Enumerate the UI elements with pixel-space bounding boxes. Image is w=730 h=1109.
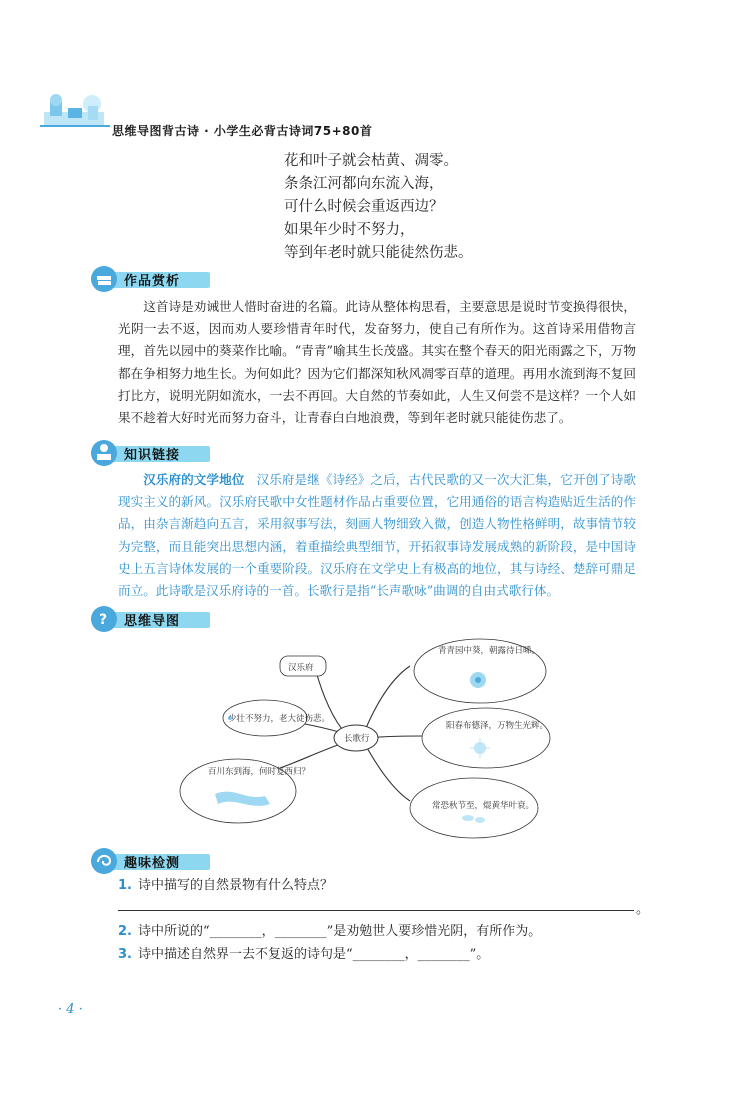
section-title: 作品赏析 [124,274,181,289]
svg-text:?: ? [99,612,108,628]
header-illustration-icon [40,90,112,132]
poem-translation [284,150,473,265]
appreciation-text: 这首诗是劝诫世人惜时奋进的名篇。此诗从整体构思看，主要意思是说时节变换得很快，光阴一去不返，因而劝人要珍惜青年时代，发奋努力，使自己有所作为。这首诗采用借物言理，首先以园中的葵菜作比喻。“青青”喻其生长茂盛。其实在整个春天的阳光雨露之下，万物都在争相努力地生长。为何如此？因为它们都深知秋风凋零百草的道理。再用水流到海不复回打比方，说明光阴如流水，一去不再回。大自然的节奏如此，人生又何尝不是这样？一个人如果不趁着大好时光而努力奋斗，让青春白白地浪费，等到年老时就只能徒伤悲了。 [118,299,636,426]
knowledge-text [118,469,636,602]
mindmap-diagram [170,636,560,846]
page-header [40,90,700,138]
sunflower-icon [470,672,486,688]
answer-end: 。 [636,902,650,917]
section-quiz-tag [90,846,220,876]
poem-line: 如果年少时不努力， [284,222,415,238]
poem-line: 条条江河都向东流入海， [284,176,444,192]
section-knowledge-tag [90,438,220,468]
knowledge-body: 汉乐府是继《诗经》之后，古代民歌的又一次大汇集，它开创了诗歌现实主义的新风。汉乐府民歌中女性题材作品占重要位置，它用通俗的语言构造贴近生活的作品，由杂言渐趋向五言，采用叙事写法，刻画人物细致入微，创造人物性格鲜明，故事情节较为完整，而且能突出思想内涵，着重描绘典型细节，开拓叙事诗发展成熟的新阶段，是中国诗史上五言诗体发展的一个重要阶段。汉乐府在文学史上有极高的地位，其与诗经、楚辞可鼎足而立。此诗歌是汉乐府诗的一首。长歌行是指“长声歌咏”曲调的自由式歌行体。 [118,472,637,599]
poem-line: 花和叶子就会枯黄、凋零。 [284,153,458,169]
section-title: 思维导图 [124,614,181,629]
mindmap-right-bottom: 常恐秋节至，焜黄华叶衰。 [432,801,535,811]
mindmap-source: 汉乐府 [288,663,314,673]
quiz-question-3: 3. 诗中描述自然界一去不复返的诗句是“________，________”。 [118,947,490,962]
section-mindmap-tag [90,604,220,634]
swirl-icon [90,846,120,876]
poem-line: 等到年老时就只能徒然伤悲。 [284,245,473,261]
quiz-question-2: 2. 诗中所说的“________，________”是劝勉世人要珍惜光阴，有所作为。 [118,924,542,939]
page-number: · 4 · [58,1002,83,1017]
mindmap-left-bottom: 百川东到海，何时复西归？ [208,767,311,777]
header-title: 思维导图背古诗 · 小学生必背古诗词75+80首 [112,124,373,138]
mindmap-center: 长歌行 [344,734,370,744]
section-title: 趣味检测 [124,856,181,871]
answer-line[interactable] [118,910,634,911]
question-book-icon [90,604,120,634]
mindmap-right-top: 青青园中葵，朝露待日晞。 [438,646,541,656]
section-title: 知识链接 [124,448,181,463]
poem-line: 可什么时候会重返西边？ [284,199,444,215]
books-icon [90,264,120,294]
reader-icon [90,438,120,468]
mindmap-right-mid: 阳春布德泽，万物生光辉。 [446,721,549,731]
knowledge-heading: 汉乐府的文学地位 [143,472,245,487]
quiz-question-1: 1. 诗中描写的自然景物有什么特点？ [118,878,333,893]
mindmap-left-top: 少壮不努力，老大徒伤悲。 [228,714,331,724]
section-appreciation-tag [90,264,220,294]
